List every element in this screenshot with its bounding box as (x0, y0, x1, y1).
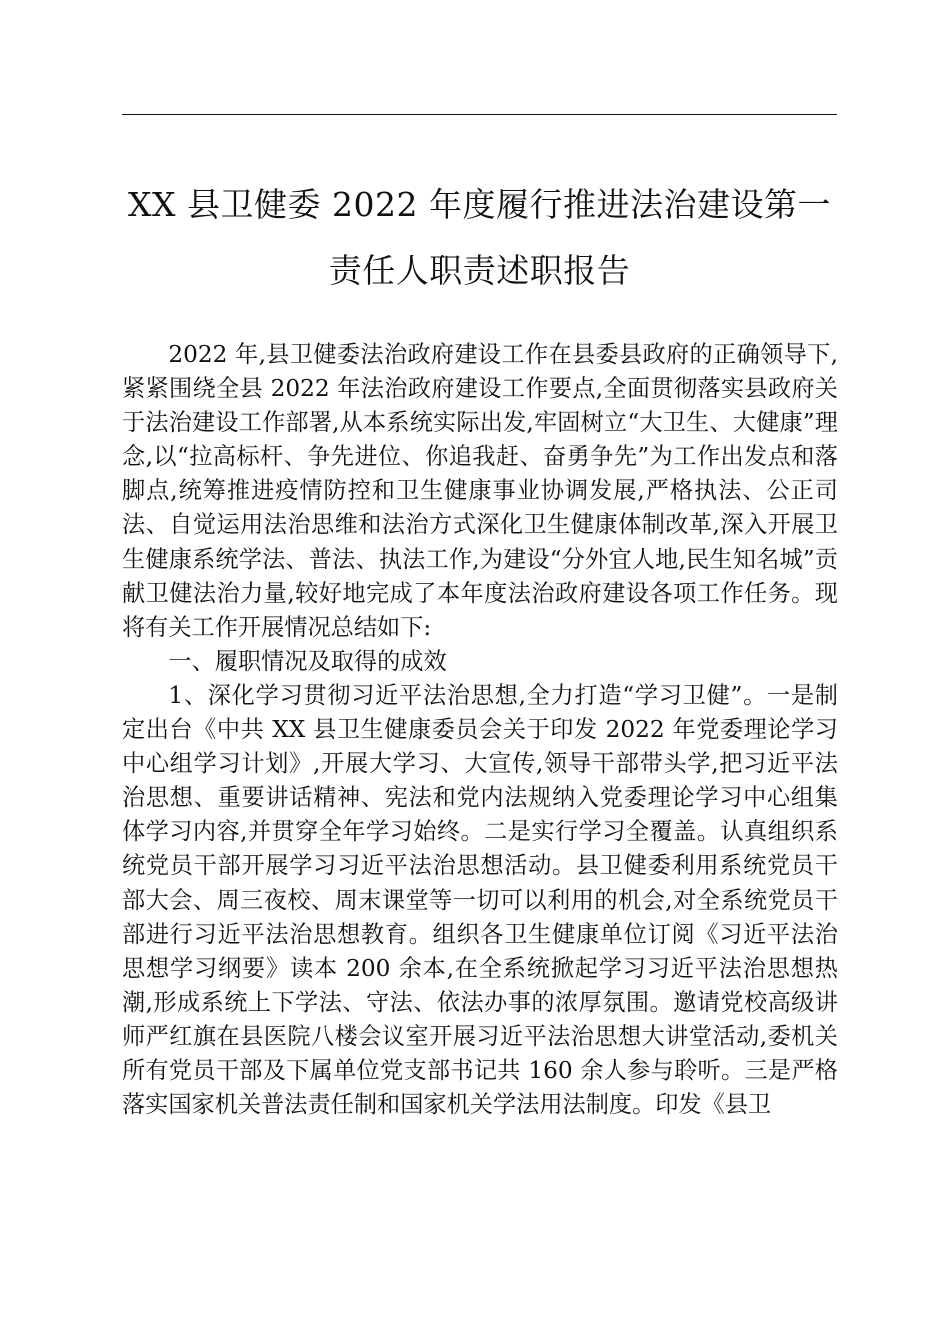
section-heading: 一、履职情况及取得的成效 (168, 647, 447, 675)
intro-paragraph: 2022 年,县卫健委法治政府建设工作在县委县政府的正确领导下,紧紧围绕全县 2022 年法治政府建设工作要点,全面贯彻落实县政府关于法治建设工作部署,从本系统实际出发,牢固树立“大卫生、大健康”理念,以“拉高标杆、争先进位、你追我赶、奋勇争先”为工作出发点和落脚点,统筹推进疫情防控和卫生健康事业协调发展,严格执法、公正司法、自觉运用法治思维和法治方式深化卫生健康体制改革,深入开展卫生健康系统学法、普法、执法工作,为建设“分外宜人地,民生知名城”贡献卫健法治力量,较好地完成了本年度法治政府建设各项工作任务。现将有关工作开展情况总结如下: (122, 341, 838, 641)
title-line-2: 责任人职责述职报告 (328, 251, 631, 290)
section-paragraph: 1、深化学习贯彻习近平法治思想,全力打造“学习卫健”。一是制定出台《中共 XX 县卫生健康委员会关于印发 2022 年党委理论学习中心组学习计划》,开展大学习、大宣传,领导干部带头学,把习近平法治思想、重要讲话精神、宪法和党内法规纳入党委理论学习中心组集体学习内容,并贯穿全年学习始终。二是实行学习全覆盖。认真组织系统党员干部开展学习习近平法治思想活动。县卫健委利用系统党员干部大会、周三夜校、周末课堂等一切可以利用的机会,对全系统党员干部进行习近平法治思想教育。组织各卫生健康单位订阅《习近平法治思想学习纲要》读本 200 余本,在全系统掀起学习习近平法治思想热潮,形成系统上下学法、守法、依法办事的浓厚氛围。邀请党校高级讲师严红旗在县医院八楼会议室开展习近平法治思想大讲堂活动,委机关所有党员干部及下属单位党支部书记共 160 余人参与聆听。三是严格落实国家机关普法责任制和国家机关学法用法制度。印发《县卫 (122, 681, 838, 1119)
title-line-1: XX 县卫健委 2022 年度履行推进法治建设第一 (128, 185, 831, 224)
document-body (122, 338, 838, 1122)
document-title (112, 172, 847, 304)
header-rule (122, 114, 837, 115)
